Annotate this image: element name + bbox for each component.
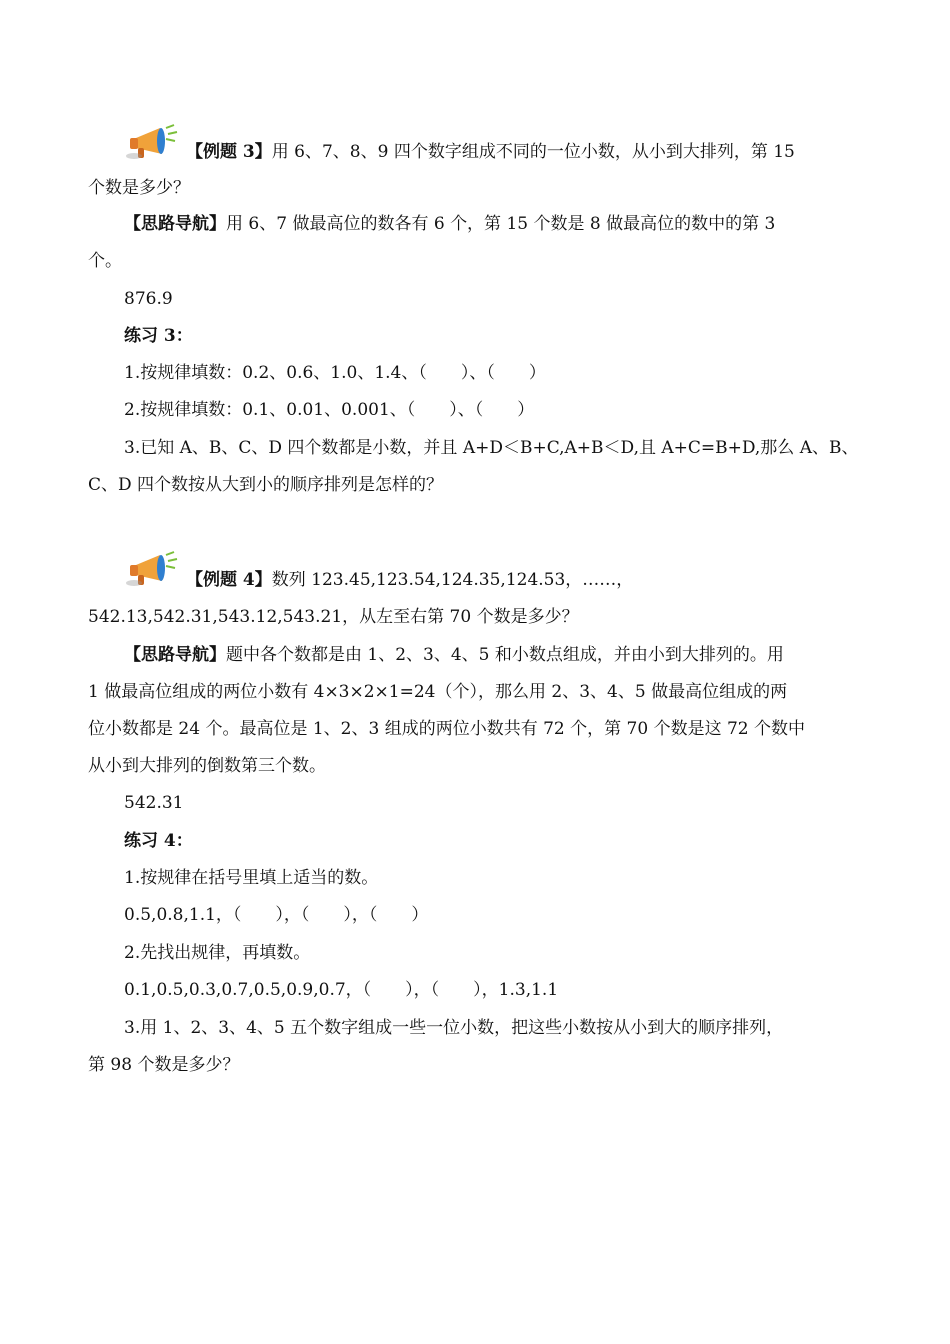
example4-hint-line3: 位小数都是 24 个。最高位是 1、2、3 组成的两位小数共有 72 个，第 70 个数是这 72 个数中 xyxy=(88,719,806,739)
practice4-q2-sequence: 0.1,0.5,0.3,0.7,0.5,0.9,0.7，（ ），（ ），1.3,1.1 xyxy=(124,980,559,1000)
practice3-title: 练习 3： xyxy=(124,326,193,346)
example4-answer: 542.31 xyxy=(124,793,184,813)
example3-question-line1: 【例题 3】用 6、7、8、9 四个数字组成不同的一位小数，从小到大排列，第 15 xyxy=(186,142,795,162)
practice4-q3-line2: 第 98 个数是多少？ xyxy=(88,1055,240,1075)
practice3-q2: 2.按规律填数：0.1、0.01、0.001、（ ）、（ ） xyxy=(124,400,535,420)
megaphone-icon xyxy=(122,551,182,589)
example3-hint-line1: 【思路导航】用 6、7 做最高位的数各有 6 个，第 15 个数是 8 做最高位的数中的第 3 xyxy=(124,214,776,234)
example3-question-line2: 个数是多少？ xyxy=(88,178,190,198)
example3-tag: 【例题 3】 xyxy=(186,142,272,162)
practice3-q3-line1: 3.已知 A、B、C、D 四个数都是小数，并且 A+D＜B+C,A+B＜D,且 A+C=B+D,那么 A、B、 xyxy=(124,438,859,458)
example4-tag: 【例题 4】 xyxy=(186,570,272,590)
practice3-q1: 1.按规律填数：0.2、0.6、1.0、1.4、（ ）、（ ） xyxy=(124,363,546,383)
example4-hint-line1: 【思路导航】题中各个数都是由 1、2、3、4、5 和小数点组成，并由小到大排列的。用 xyxy=(124,645,784,665)
example4-question-line1: 【例题 4】数列 123.45,123.54,124.35,124.53，……， xyxy=(186,570,634,590)
example4-hint-line4: 从小到大排列的倒数第三个数。 xyxy=(88,756,326,776)
practice4-q3-line1: 3.用 1、2、3、4、5 五个数字组成一些一位小数，把这些小数按从小到大的顺序排列， xyxy=(124,1018,784,1038)
practice3-q3-line2: C、D 四个数按从大到小的顺序排列是怎样的？ xyxy=(88,475,444,495)
practice4-q1-sequence: 0.5,0.8,1.1，（ ），（ ），（ ） xyxy=(124,905,429,925)
megaphone-icon xyxy=(122,124,182,162)
practice4-q1: 1.按规律在括号里填上适当的数。 xyxy=(124,868,379,888)
example3-hint-tag: 【思路导航】 xyxy=(124,214,226,234)
practice4-title: 练习 4： xyxy=(124,831,193,851)
practice4-q2: 2.先找出规律，再填数。 xyxy=(124,943,311,963)
example3-hint-line2: 个。 xyxy=(88,251,122,271)
example4-hint-tag: 【思路导航】 xyxy=(124,645,226,665)
example4-question-line2: 542.13,542.31,543.12,543.21，从左至右第 70 个数是多少？ xyxy=(88,607,579,627)
example4-hint-line2: 1 做最高位组成的两位小数有 4×3×2×1=24（个），那么用 2、3、4、5 做最高位组成的两 xyxy=(88,682,788,702)
example3-answer: 876.9 xyxy=(124,289,173,309)
